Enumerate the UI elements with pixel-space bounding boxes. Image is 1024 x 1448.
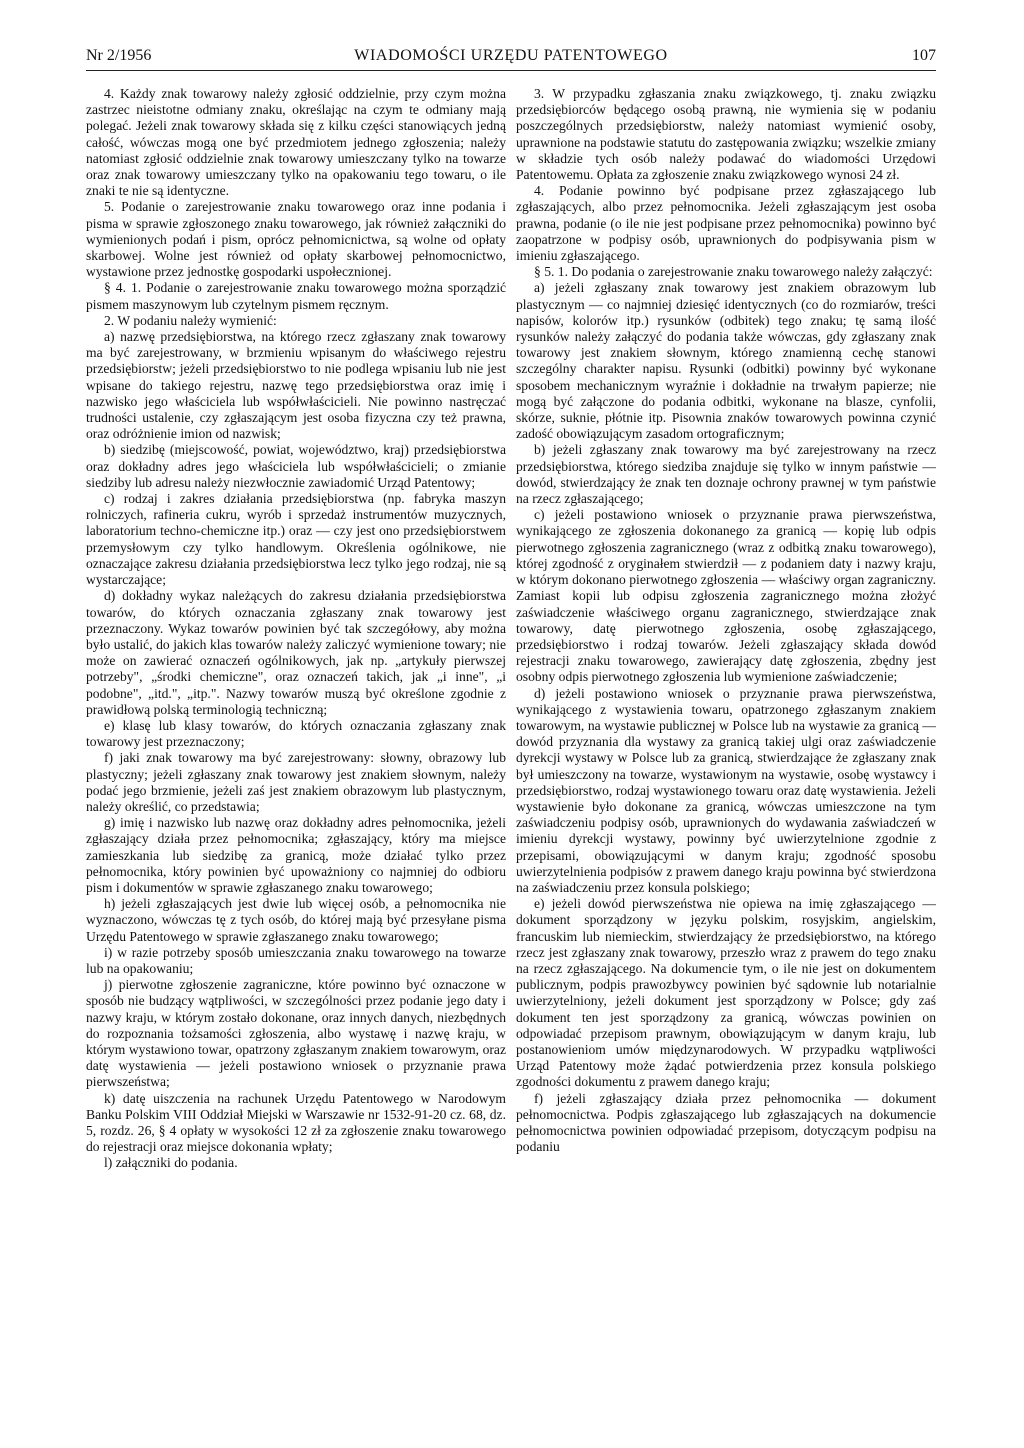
list-item-k: k) datę uiszczenia na rachunek Urzędu Patentowego w Narodowym Banku Polskim VIII Oddział Miejski w Warszawie nr 1532-91-20 cz. 68, dz. 5, rozdz. 26, § 4 opłaty w wysokości 12 zł za zgłoszenie znaku towarowego do rejestracji oraz miejsce dokonania wpłaty; (86, 1090, 506, 1155)
section-4-paragraph-2: 2. W podaniu należy wymienić: (104, 312, 277, 328)
list-item-i: i) w razie potrzeby sposób umieszczania znaku towarowego na towarze lub na opakowaniu; (86, 944, 506, 976)
list-item-d: d) dokładny wykaz należących do zakresu działania przedsiębiorstwa towarów, do których oznaczania zgłaszany znak towarowy jest przeznaczony. Wykaz towarów powinien być tak szczegółowy, aby można było ustalić, do jakich klas towarów należy zaliczyć wymienione towary; nie może on zawierać oznaczeń ogólnikowych, jak np. „artykuły pierwszej potrzeby", „środki chemiczne", oraz oznaczeń takich, jak „i inne", „i podobne", „itd.", „itp.". Nazwy towarów muszą być określone zgodnie z prawidłową polską terminologią techniczną; (86, 588, 506, 717)
list-item-b: b) siedzibę (miejscowość, powiat, województwo, kraj) przedsiębiorstwa oraz dokładny adres jego właściciela lub współwłaścicieli; o zmianie siedziby lub adresu należy niezwłocznie zawiadomić Urząd Patentowy; (86, 442, 506, 490)
running-header (86, 44, 936, 68)
paragraph-3: 3. W przypadku zgłaszania znaku związkowego, tj. znaku związku przedsiębiorców będącego osobą prawną, nie wymienia się w podaniu poszczególnych przedsiębiorstw, należy natomiast wymienić osoby, uprawnione na podstawie statutu do zastępowania związku; wszelkie zmiany w składzie tych osób należy podawać do wiadomości Urzędowi Patentowemu. Opłata za zgłoszenie znaku związkowego wynosi 24 zł. (516, 86, 936, 183)
attachment-item-c: c) jeżeli postawiono wniosek o przyznanie prawa pierwszeństwa, wynikającego ze zgłoszenia dokonanego za granicą — kopię lub odpis pierwotnego zgłoszenia zagranicznego (wraz z odbitką znaku towarowego), której zgodność z oryginałem stwierdził — z podaniem daty i nazwy kraju, w którym dokonano pierwotnego zgłoszenia — właściwy organ zagraniczny. Zamiast kopii lub odpisu zgłoszenia zagranicznego można złożyć zaświadczenie właściwego organu zagranicznego, stwierdzające znak towarowy, datę pierwotnego zgłoszenia, osobę zgłaszającego, przedsiębiorstwo i rodzaj towarów. Jeżeli zgłaszający składa dowód rejestracji znaku towarowego, zawierający datę zgłoszenia, zbędny jest osobny odpis pierwotnego zgłoszenia lub wymienione zaświadczenie; (516, 507, 936, 685)
list-item-j: j) pierwotne zgłoszenie zagraniczne, które powinno być oznaczone w sposób nie budzący wątpliwości, w szczególności przez podanie jego daty i nazwy kraju, w którym zostało dokonane, oraz innych danych, niezbędnych do rozpoznania tożsamości zgłoszenia, albo wystawę i nazwę kraju, w którym wystawiono towar, opatrzony zgłaszanym znakiem towarowym, oraz datę wystawienia — jeżeli postawiono wniosek o przyznanie prawa pierwszeństwa; (86, 977, 506, 1090)
journal-title: WIADOMOŚCI URZĘDU PATENTOWEGO (354, 47, 668, 64)
attachment-item-d: d) jeżeli postawiono wniosek o przyznanie prawa pierwszeństwa, wynikającego z wystawienia towaru, opatrzonego zgłaszanym znakiem towarowym, na wystawie publicznej w Polsce lub na wystawie za granicą — dowód przyznania dla wystawy za granicą takiej ulgi oraz zaświadczenie dyrekcji wystawy w Polsce lub za granicą, stwierdzające że zgłaszany znak był umieszczony na towarze, wystawionym na wystawie, osobę wystawcy i przedsiębiorstwo, rodzaj wystawionego towaru oraz datę wystawienia. Jeżeli wystawienie było dokonane za granicą, wówczas umieszczone na tym zaświadczeniu podpisy osób, uprawnionych do wydawania zaświadczeń w imieniu dyrekcji wystawy, powinny być uwierzytelnione zgodnie z przepisami, obowiązującymi w danym kraju; zgodność sposobu uwierzytelnienia podpisów z prawem danego kraju powinna być stwierdzona na zaświadczeniu przez konsula polskiego; (516, 685, 936, 895)
attachment-item-f: f) jeżeli zgłaszający działa przez pełnomocnika — dokument pełnomocnictwa. Podpis zgłaszającego lub zgłaszających na dokumencie pełnomocnictwa powinien odpowiadać przepisom, dotyczącym podpisu na podaniu (516, 1090, 936, 1155)
paragraph-5: 5. Podanie o zarejestrowanie znaku towarowego oraz inne podania i pisma w sprawie zgłoszonego znaku towarowego, jak również załączniki do wymienionych podań i pism, oprócz pełnomicnictwa, są wolne od opłaty skarbowej. Wolne jest również od opłaty skarbowej pełnomocnictwo, wystawione przez jednostkę gospodarki uspołecznionej. (86, 199, 506, 280)
list-item-f: f) jaki znak towarowy ma być zarejestrowany: słowny, obrazowy lub plastyczny; jeżeli zgłaszany znak towarowy jest znakiem słownym, należy podać jego brzmienie, jeżeli zaś jest znakiem obrazowym lub plastycznym, należy określić, co przedstawia; (86, 750, 506, 814)
list-item-h: h) jeżeli zgłaszających jest dwie lub więcej osób, a pełnomocnika nie wyznaczono, wówczas tę z tych osób, do której mają być przesyłane pisma Urzędu Patentowego w sprawie zgłaszanego znaku towarowego; (86, 896, 506, 944)
list-item-e: e) klasę lub klasy towarów, do których oznaczania zgłaszany znak towarowy jest przeznaczony; (86, 717, 506, 750)
section-5-paragraph-1: § 5. 1. Do podania o zarejestrowanie znaku towarowego należy załączyć: (534, 264, 933, 280)
header-rule (86, 70, 936, 71)
paragraph-4-signature: 4. Podanie powinno być podpisane przez zgłaszającego lub zgłaszających, albo przez pełnomocnika. Jeżeli zgłaszającym jest osoba prawna, podanie (o ile nie jest podpisane przez pełnomocnika) powinno być zaopatrzone w podpisy osób, uprawnionych do podpisywania pism w imieniu zgłaszającego. (516, 183, 936, 264)
issue-number: Nr 2/1956 (86, 47, 152, 64)
list-item-g: g) imię i nazwisko lub nazwę oraz dokładny adres pełnomocnika, jeżeli zgłaszający działa przez pełnomocnika; zgłaszający, który ma miejsce zamieszkania lub siedzibę za granicą, może działać tylko przez pełnomocnika, który powinien być upoważniony co najmniej do odbioru pism i dokumentów w sprawie zgłaszanego znaku towarowego; (86, 815, 506, 895)
left-column (86, 86, 506, 1431)
section-4-paragraph-1: § 4. 1. Podanie o zarejestrowanie znaku towarowego można sporządzić pismem maszynowym lub czytelnym pismem ręcznym. (86, 280, 506, 312)
attachment-item-b: b) jeżeli zgłaszany znak towarowy ma być zarejestrowany na rzecz przedsiębiorstwa, którego siedziba znajduje się tylko w innym państwie — dowód, stwierdzający że znak ten doznaje ochrony prawnej w tym państwie na rzecz zgłaszającego; (516, 442, 936, 507)
list-item-a: a) nazwę przedsiębiorstwa, na którego rzecz zgłaszany znak towarowy ma być zarejestrowany, w brzmieniu wpisanym do właściwego rejestru przedsiębiorstw; jeżeli przedsiębiorstwo to nie podlega wpisaniu lub nie jest wpisane do takiego rejestru, nazwę tego przedsiębiorstwa oraz imię i nazwisko jego właściciela lub współwłaścicieli. Nie powinno nastręczać trudności ustalenie, czy zgłaszającym jest osoba fizyczna czy też prawna, oraz odróżnienie imion od nazwisk; (86, 329, 506, 442)
attachment-item-e: e) jeżeli dowód pierwszeństwa nie opiewa na imię zgłaszającego — dokument sporządzony w języku polskim, rosyjskim, angielskim, francuskim lub niemieckim, stwierdzający że przedsiębiorstwo, na którego rzecz jest zgłaszany znak towarowy, przeszło wraz z prawem do tego znaku na rzecz zgłaszającego. Na dokumencie tym, o ile nie jest on dokumentem publicznym, podpis prawozbywcy powinien być sądownie lub notarialnie uwierzytelniony, jeżeli dokument jest sporządzony w Polsce; gdy zaś dokument ten jest sporządzony za granicą, wówczas powinien on odpowiadać przepisom prawnym, obowiązującym w danym kraju, lub postanowieniom umów międzynarodowych. W przypadku wątpliwości Urząd Patentowy może żądać potwierdzenia przez konsula polskiego zgodności dokumentu z prawem danego kraju; (516, 896, 936, 1090)
page-number: 107 (912, 47, 936, 64)
right-column (516, 86, 936, 1431)
list-item-l: l) załączniki do podania. (104, 1155, 238, 1171)
attachment-item-a: a) jeżeli zgłaszany znak towarowy jest znakiem obrazowym lub plastycznym — co najmniej dziesięć identycznych (co do rozmiarów, treści napisów, kolorów itp.) rysunków (odbitek) tego znaku; tę samą ilość rysunków należy załączyć do podania także wówczas, gdy zgłaszany znak towarowy jest znakiem słownym, którego znamienną cechę stanowi szczególny charakter napisu. Rysunki (odbitki) powinny być wykonane sposobem mechanicznym wyraźnie i dokładnie na trwałym papierze; nie mogą być załączone do podania odbitki, wykonane na blasze, cynfolii, skórze, suknie, płótnie itp. Pisownia znaków towarowych powinna czynić zadość obowiązującym zasadom ortograficznym; (516, 280, 936, 442)
paragraph-4: 4. Każdy znak towarowy należy zgłosić oddzielnie, przy czym można zastrzec nieistotne odmiany znaku, określając na czym te odmiany mają polegać. Jeżeli znak towarowy składa się z kilku części stanowiących jedną całość, wówczas mogą one być przedmiotem jednego zgłoszenia; należy natomiast zgłosić oddzielnie znak towarowy umieszczany tylko na towarze oraz znak towarowy umieszczany tylko na opakowaniu tego towaru, o ile znaki te nie są identyczne. (86, 86, 506, 199)
list-item-c: c) rodzaj i zakres działania przedsiębiorstwa (np. fabryka maszyn rolniczych, rafineria cukru, wyrób i sprzedaż instrumentów muzycznych, laboratorium techno-chemiczne itp.) oraz — czy jest ono przedsiębiorstwem przemysłowym czy tylko handlowym. Określenia ogólnikowe, nie oznaczające zakresu działania przedsiębiorstwa lecz tylko jego rodzaj, nie są wystarczające; (86, 491, 506, 588)
